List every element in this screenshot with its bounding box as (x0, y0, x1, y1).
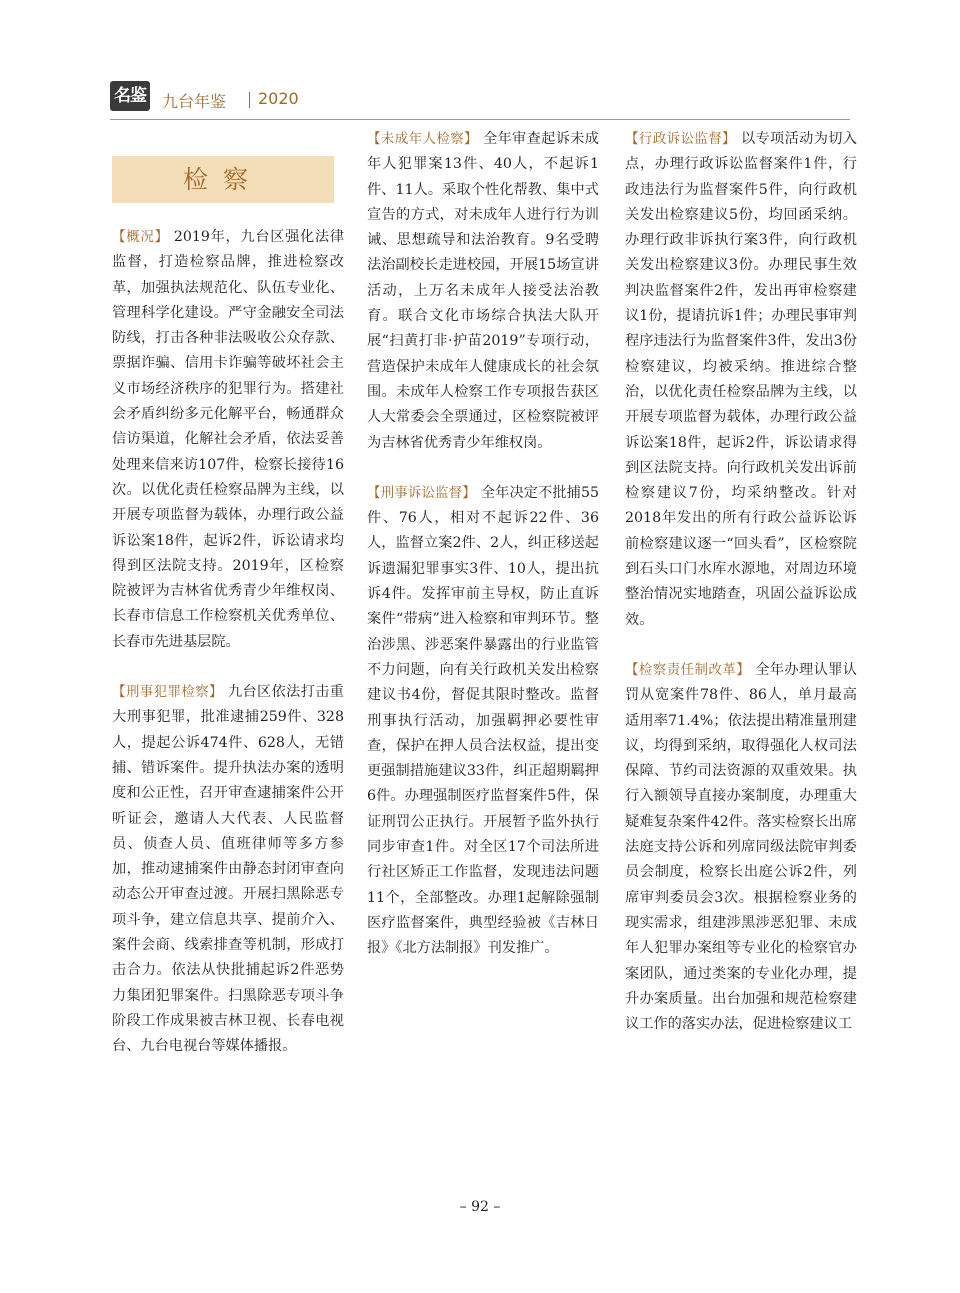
paragraph-text: 2019年，九台区强化法律监督，打造检察品牌，推进检察改革，加强执法规范化、队伍专业化、管理科学化建设。严守金融安全司法防线，打击各种非法吸收公众存款、票据诈骗、信用卡诈骗等破坏社会主义市场经济秩序的犯罪行为。搭建社会矛盾纠纷多元化解平台，畅通群众信访渠道，化解社会矛盾，依法妥善处理来信来访107件，检察长接待16次。以优化责任检察品牌为主线，以开展专项监督为载体，办理行政公益诉讼案18件，起诉2件，诉讼请求均得到区法院支持。2019年，区检察院被评为吉林省优秀青少年维权岗、长春市信息工作检察机关优秀单位、长春市先进基层院。 (112, 229, 344, 650)
paragraph-text: 全年审查起诉未成年人犯罪案13件、40人，不起诉1件、11人。采取个性化帮教、集中式宣告的方式，对未成年人进行行为训诫、思想疏导和法治教育。9名受聘法治副校长走进校园，开展15场宣讲活动，上万名未成年人接受法治教育。联合文化市场综合执法大队开展“扫黄打非·护苗2019”专项行动，营造保护未成年人健康成长的社会氛围。未成年人检察工作专项报告获区人大常委会全票通过，区检察院被评为吉林省优秀青少年维权岗。 (367, 131, 599, 451)
paragraph-text: 全年决定不批捕55件、76人，相对不起诉22件、36人，监督立案2件、2人，纠正移送起诉遗漏犯罪事实3件、10人，提出抗诉4件。发挥审前主导权，防止直诉案件“带病”进入检察和审判环节。整治涉黑、涉恶案件暴露出的行业监管不力问题，向有关行政机关发出检察建议书4份，督促其限时整改。监督刑事执行活动，加强羁押必要性审查，保护在押人员合法权益，提出变更强制措施建议33件，纠正超期羁押6件。办理强制医疗监督案件5件，保证刑罚公正执行。开展暂予监外执行同步审查1件。对全区17个司法所进行社区矫正工作监督，发现违法问题11个，全部整改。办理1起解除强制医疗监督案件，典型经验被《吉林日报》《北方法制报》刊发推广。 (367, 484, 599, 957)
yearbook-logo: 名鉴 (110, 81, 150, 111)
running-header (110, 79, 850, 119)
paragraph-text: 全年办理认罪认罚从宽案件78件、86人，单月最高适用率71.4%；依法提出精准量刑建议，均得到采纳，取得强化人权司法保障、节约司法资源的双重效果。执行入额领导直接办案制度，办理重大疑难复杂案件42件。落实检察长出席法庭支持公诉和列席同级法院审判委员会制度，检察长出庭公诉2件，列席审判委员会3次。根据检察业务的现实需求，组建涉黑涉恶犯罪、未成年人犯罪办案组等专业化的检察官办案团队，通过类案的专业化办理，提升办案质量。出台加强和规范检察建议工作的落实办法，促进检察建议工 (625, 661, 857, 1033)
paragraph-label: 【检察责任制改革】 (625, 661, 751, 678)
paragraph-juvenile-prosecution (367, 127, 599, 456)
section-title-box (112, 156, 334, 203)
paragraph-text: 九台区依法打击重大刑事犯罪，批准逮捕259件、328人，提起公诉474件、628人，无错捕、错诉案件。提升执法办案的透明度和公正性，召开审查逮捕案件公开听证会，邀请人大代表、人民监督员、侦查人员、值班律师等多方参加，推动逮捕案件由静态封闭审查向动态公开审查过渡。开展扫黑除恶专项斗争，建立信息共享、提前介入、案件会商、线索排查等机制，形成打击合力。依法从快批捕起诉2件恶势力集团犯罪案件。扫黑除恶专项斗争阶段工作成果被吉林卫视、长春电视台、九台电视台等媒体播报。 (112, 684, 344, 1055)
paragraph-label: 【刑事诉讼监督】 (367, 484, 476, 501)
section-title: 检察 (182, 165, 263, 194)
paragraph-overview (112, 225, 344, 655)
paragraph-administrative-litigation-supervision (625, 127, 857, 633)
page-number: – 92 – (459, 1199, 501, 1215)
paragraph-label: 【概况】 (112, 229, 169, 245)
book-year: 2020 (258, 89, 299, 108)
paragraph-label: 【行政诉讼监督】 (625, 131, 736, 147)
paragraph-responsibility-reform (625, 658, 857, 1037)
book-title: 九台年鉴 (162, 92, 227, 111)
text-column-2 (367, 127, 599, 1197)
paragraph-label: 【刑事犯罪检察】 (112, 684, 223, 701)
header-rule (110, 119, 850, 120)
paragraph-label: 【未成年人检察】 (367, 131, 478, 147)
paragraph-criminal-prosecution (112, 680, 344, 1059)
text-column-1 (112, 127, 344, 1197)
header-divider (249, 92, 250, 108)
paragraph-criminal-litigation-supervision (367, 481, 599, 962)
paragraph-text: 以专项活动为切入点，办理行政诉讼监督案件1件，行政违法行为监督案件5件，向行政机关发出检察建议5份，均回函采纳。办理行政非诉执行案3件，向行政机关发出检察建议3份。办理民事生效判决监督案件2件，发出再审检察建议1份，提请抗诉1件；办理民事审判程序违法行为监督案件3件，发出3份检察建议，均被采纳。推进综合整治，以优化责任检察品牌为主线，以开展专项监督为载体，办理行政公益诉讼案18件，起诉2件，诉讼请求得到区法院支持。向行政机关发出诉前检察建议7份，均采纳整改。针对2018年发出的所有行政公益诉讼诉前检察建议逐一“回头看”，区检察院到石头口门水库水源地，对周边环境整治情况实地踏查，巩固公益诉讼成效。 (625, 131, 857, 628)
text-column-3 (625, 127, 857, 1197)
